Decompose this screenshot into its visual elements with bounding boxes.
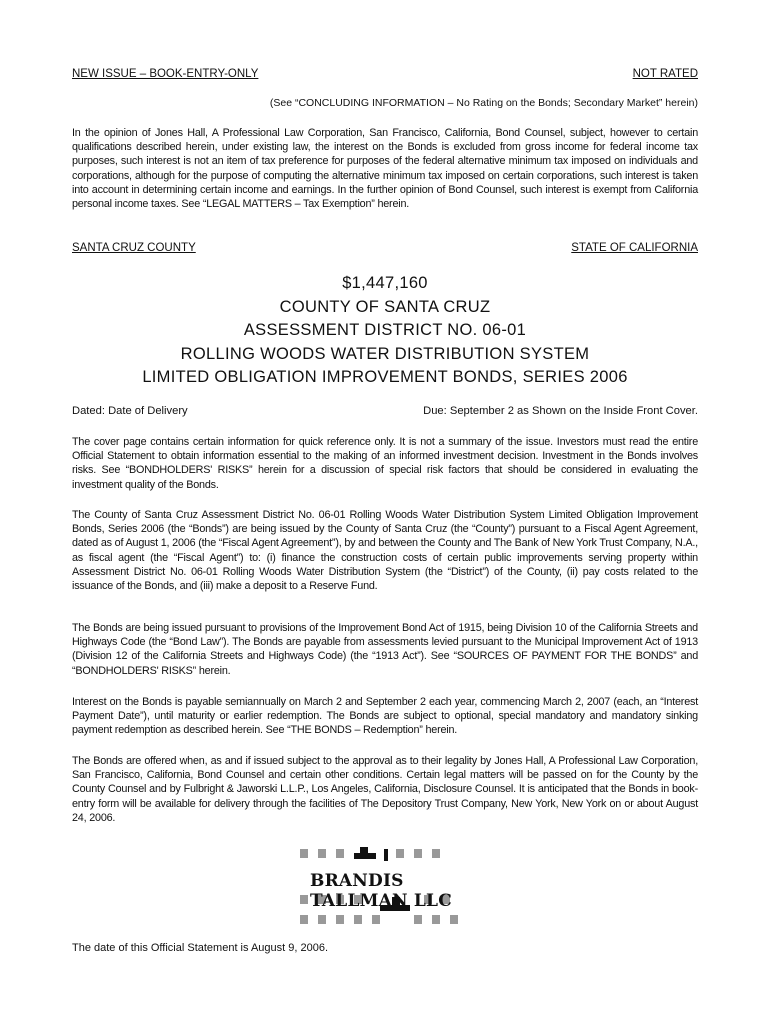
dated-due-row <box>72 405 698 417</box>
issue-header-row <box>72 68 698 80</box>
cover-notice-paragraph: The cover page contains certain information for quick reference only. It is not a summary of the issue. Investors must read the entire Official Statement to obtain information essential to the making of an informed investment decision. Investment in the Bonds involves risks. See “BONDHOLDERS' RISKS” herein for a discussion of special risk factors that should be considered in evaluating the investment quality of the Bonds. <box>72 436 698 491</box>
state-label: STATE OF CALIFORNIA <box>571 242 698 254</box>
issue-type: NEW ISSUE – BOOK-ENTRY-ONLY <box>72 68 259 80</box>
dated-label: Dated: Date of Delivery <box>72 405 188 417</box>
interest-paragraph: Interest on the Bonds is payable semiannually on March 2 and September 2 each year, commencing March 2, 2007 (each, an “Interest Payment Date”), until maturity or earlier redemption. The Bonds are subject to optional, special mandatory and mandatory sinking payment redemption as described herein. See “THE BONDS – Redemption” herein. <box>72 696 698 737</box>
underwriter-logo <box>294 843 494 931</box>
county-label: SANTA CRUZ COUNTY <box>72 242 196 254</box>
logo-wordmark: BRANDIS TALLMAN LLC <box>310 871 452 911</box>
due-label: Due: September 2 as Shown on the Inside Front Cover. <box>423 405 698 417</box>
issuance-paragraph: The County of Santa Cruz Assessment District No. 06-01 Rolling Woods Water Distribution System Limited Obligation Improvement Bonds, Series 2006 (the “Bonds”) are being issued by the County of Santa Cruz (the “County”) pursuant to a Fiscal Agent Agreement, dated as of August 1, 2006 (the “Fiscal Agent Agreement”), by and between the County and The Bank of New York Trust Company, N.A., as fiscal agent (the “Fiscal Agent”) to: (i) finance the construction costs of certain public improvements serving property within Assessment District No. 06-01 Rolling Woods Water Distribution System (the “District”) of the County, (ii) pay costs related to the issuance of the Bonds, and (iii) make a deposit to a Reserve Fund. <box>72 509 698 593</box>
system-name: ROLLING WOODS WATER DISTRIBUTION SYSTEM <box>180 344 590 363</box>
rating: NOT RATED <box>632 68 698 80</box>
bond-series: LIMITED OBLIGATION IMPROVEMENT BONDS, SERIES 2006 <box>142 368 628 386</box>
authority-paragraph: The Bonds are being issued pursuant to provisions of the Improvement Bond Act of 1915, being Division 10 of the California Streets and Highways Code (the “Bond Law”). The Bonds are payable from assessments levied pursuant to the Municipal Improvement Act of 1913 (Division 12 of the California Streets and Highways Code) (the “1913 Act”). See “SOURCES OF PAYMENT FOR THE BONDS” and “BONDHOLDERS' RISKS” herein. <box>72 622 698 677</box>
statement-date: The date of this Official Statement is August 9, 2006. <box>72 942 329 954</box>
rating-reference-note: (See “CONCLUDING INFORMATION – No Rating on the Bonds; Secondary Market” herein) <box>269 97 698 109</box>
district-name: ASSESSMENT DISTRICT NO. 06-01 <box>243 321 527 339</box>
bond-amount: $1,447,160 <box>342 274 428 292</box>
offering-paragraph: The Bonds are offered when, as and if issued subject to the approval as to their legality by Jones Hall, A Professional Law Corporation, San Francisco, California, Bond Counsel and certain other conditions. Certain legal matters will be passed on for the County by the County Counsel and by Fulbright & Jaworski L.L.P., Los Angeles, California, Disclosure Counsel. It is anticipated that the Bonds in book-entry form will be available for delivery through the facilities of The Depository Trust Company, New York, New York on or about August 24, 2006. <box>72 755 698 824</box>
issuer-name: COUNTY OF SANTA CRUZ <box>279 297 491 316</box>
tax-opinion-paragraph: In the opinion of Jones Hall, A Professional Law Corporation, San Francisco, California, Bond Counsel, subject, however to certain qualifications described herein, under existing law, the interest on the Bonds is excluded from gross income for federal income tax purposes, such interest is not an item of tax preference for purposes of the federal alternative minimum tax imposed on individuals and corporations, although for the purpose of computing the alternative minimum tax imposed on certain corporations, such interest is taken into account in determining certain income and earnings. In the further opinion of Bond Counsel, such interest is exempt from California personal income taxes. See “LEGAL MATTERS – Tax Exemption” herein. <box>72 127 698 211</box>
bond-title-block <box>72 272 698 390</box>
location-row <box>72 242 698 254</box>
